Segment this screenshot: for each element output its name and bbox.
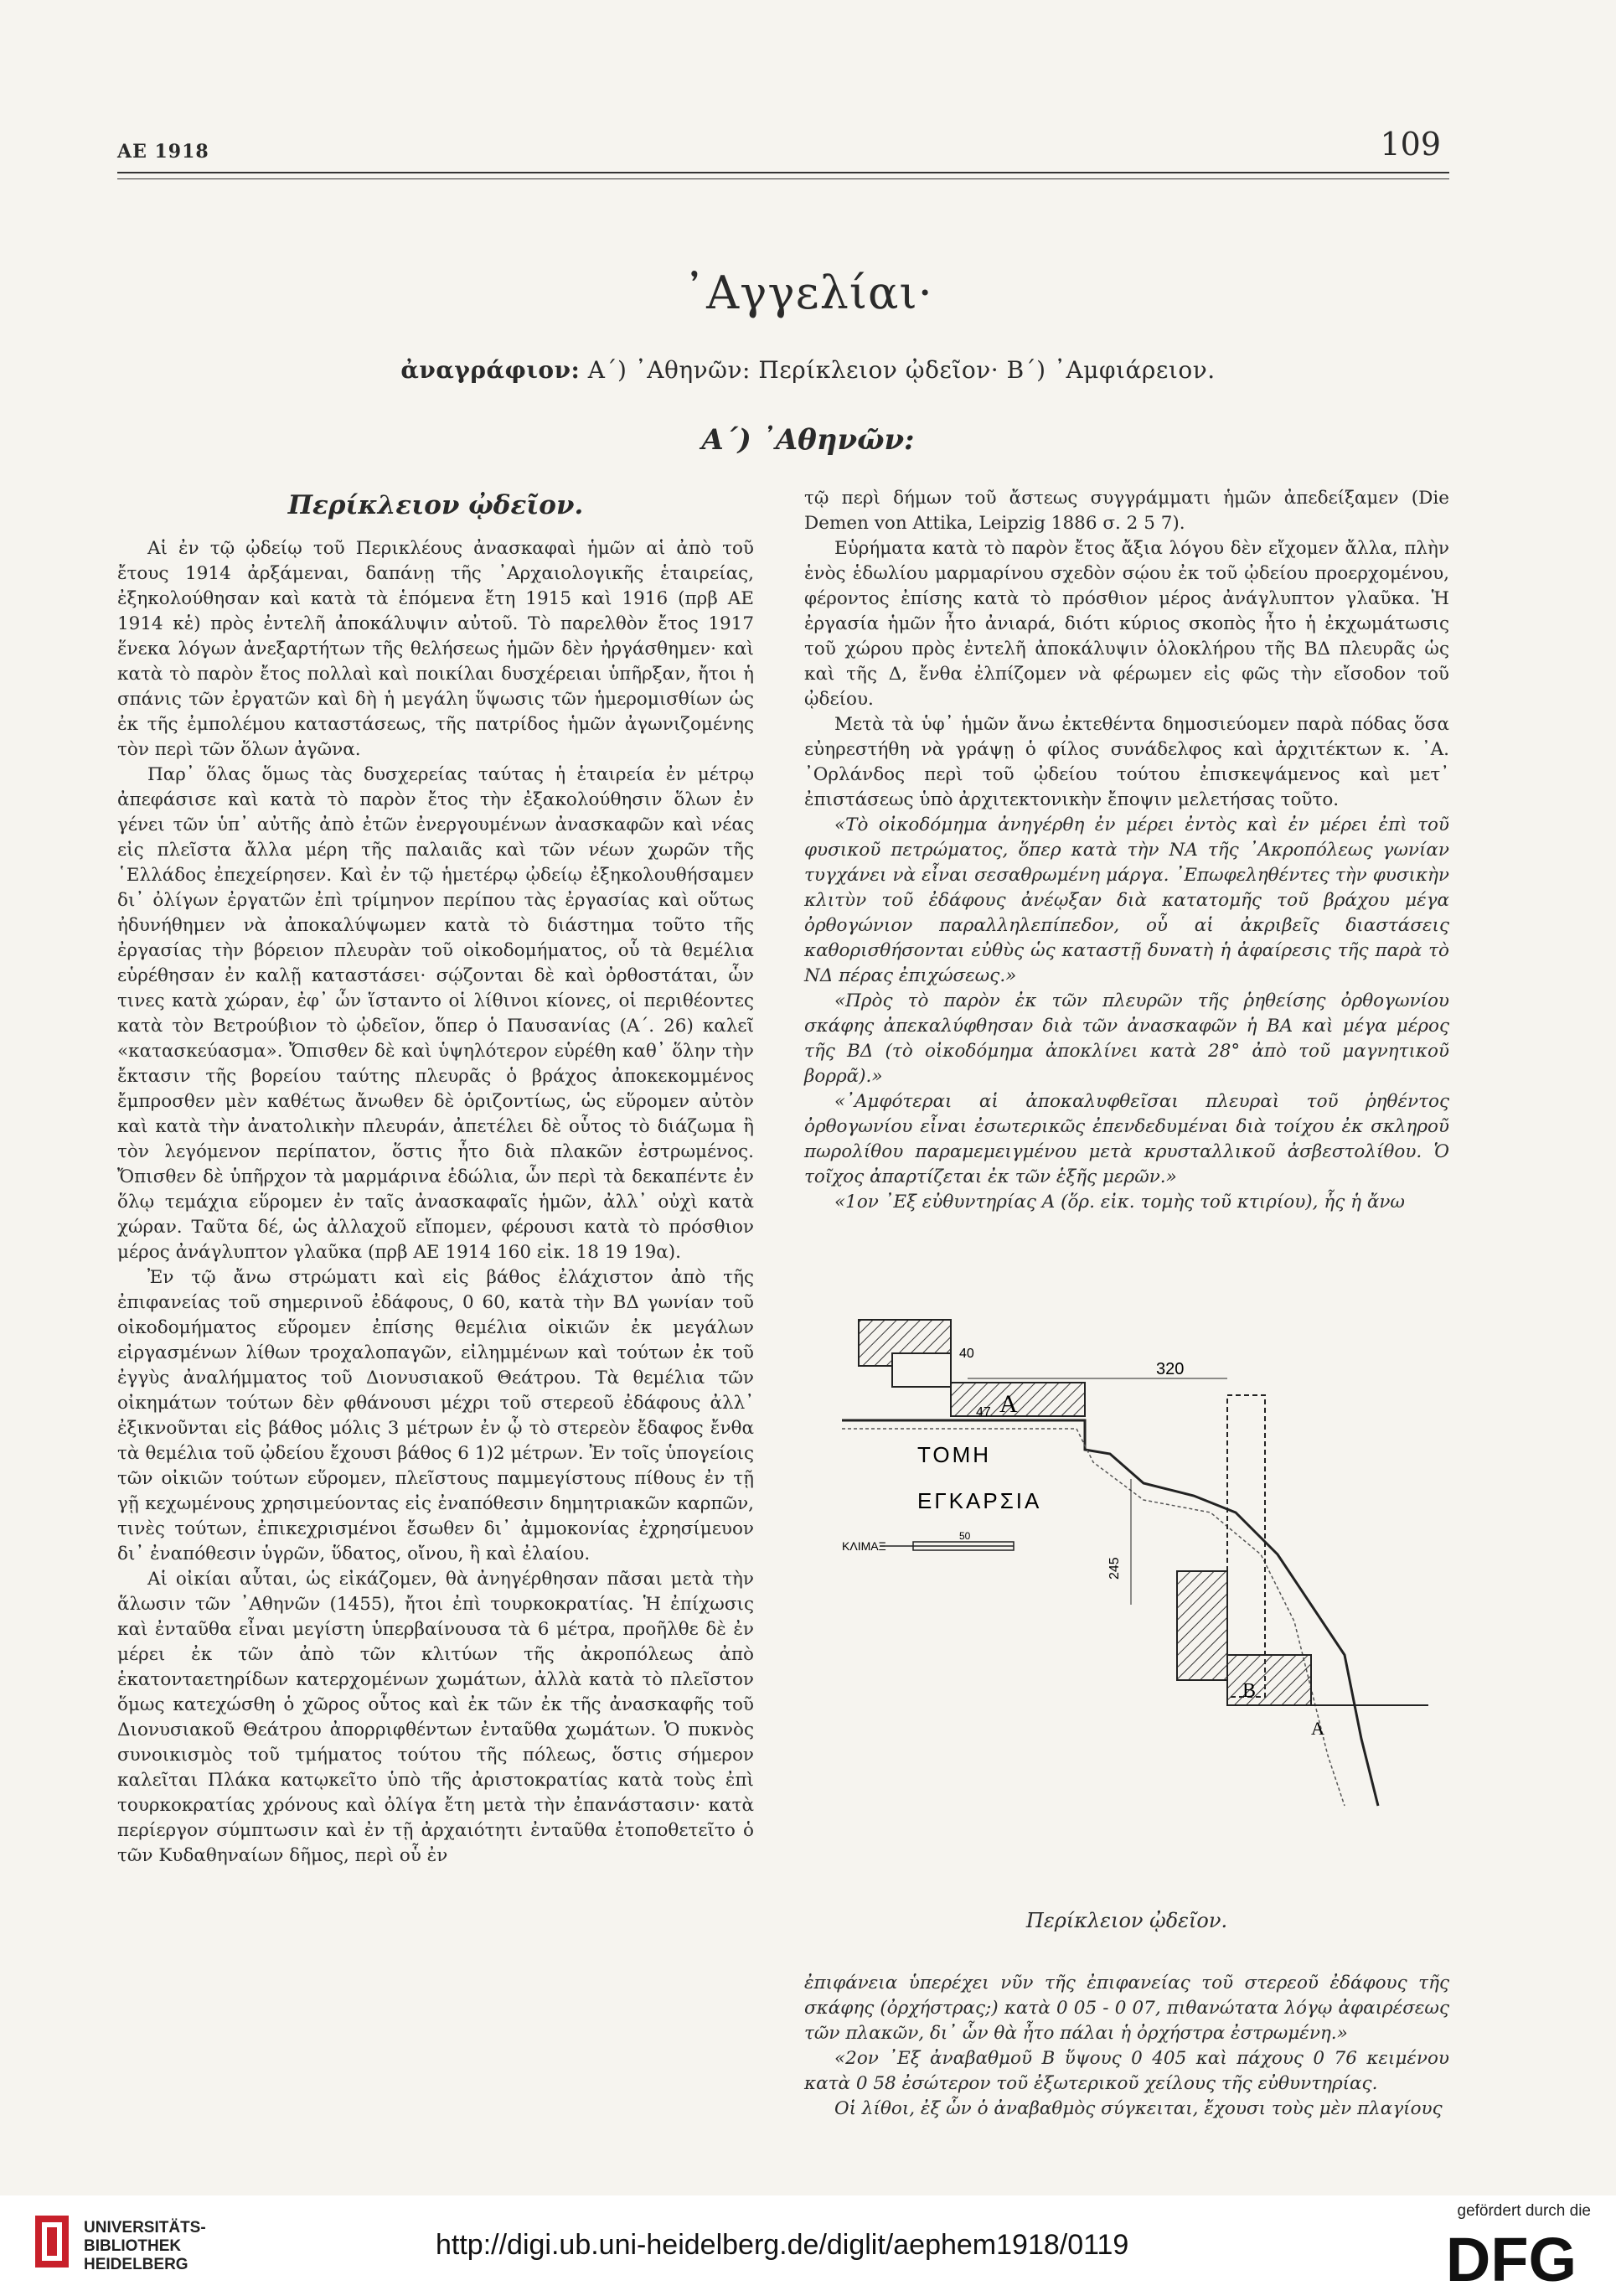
subtitle-text: Α΄) ᾿Αθηνῶν: Περίκλειον ᾠδεῖον· Β΄) ᾿Αμφιάρειον. bbox=[587, 356, 1216, 384]
footer-bar bbox=[0, 2195, 1616, 2296]
paragraph: Εὑρήματα κατὰ τὸ παρὸν ἔτος ἄξια λόγου δὲν εἴχομεν ἄλλα, πλὴν ἑνὸς ἑδωλίου μαρμαρίνου σχεδὸν σῴου ἐκ τοῦ ᾠδείου προερχομένου, φέροντος ἐπίσης κατὰ τὸ πρόσθιον μέρος ἀνάγλυπτον γλαῦκα. Ἡ ἐργασία ἡμῶν ἦτο ἀνιαρά, διότι κύριος σκοπὸς ἦτο ἡ ἐκχωμάτωσις τοῦ χώρου πρὸς ἐντελῆ ἀποκάλυψιν ὁλοκλήρου τῆς ΒΔ πλευρᾶς ὡς καὶ τῆς Δ, ἔνθα ἐλπίζομεν νὰ φέρωμεν εἰς φῶς τὴν εἴσοδον τοῦ ᾠδείου. bbox=[804, 538, 1449, 710]
page-title: ᾿Αγγελίαι· bbox=[683, 266, 933, 319]
paragraph: τῷ περὶ δήμων τοῦ ἄστεως συγγράμματι ἡμῶν ἀπεδείξαμεν (Die Demen von Attika, Leipzig 1886 σ. 2 5 7). bbox=[804, 488, 1449, 534]
scale-50: 50 bbox=[959, 1530, 971, 1542]
paragraph: «2ον ᾿Εξ ἀναβαθμοῦ Β ὕψους 0 405 καὶ πάχους 0 76 κειμένου κατὰ 0 58 ἐσώτερον τοῦ ἐξωτερικοῦ χείλους τῆς εὐθυντηρίας. bbox=[804, 2048, 1449, 2094]
university-logo-icon bbox=[32, 2212, 72, 2271]
running-head bbox=[117, 126, 1441, 176]
dim-320: 320 bbox=[1156, 1360, 1185, 1378]
paragraph: Αἱ ἐν τῷ ᾠδείῳ τοῦ Περικλέους ἀνασκαφαὶ ἡμῶν αἱ ἀπὸ τοῦ ἔτους 1914 ἀρξάμεναι, δαπάνῃ τῆς ᾿Αρχαιολογικῆς ἑταιρείας, ἐξηκολούθησαν καὶ κατὰ τὰ ἑπόμενα ἔτη 1915 καὶ 1916 (πρβ ΑΕ 1914 κἑ) πρὸς ἐντελῆ ἀποκάλυψιν αὐτοῦ. Τὸ παρελθὸν ἔτος 1917 ἕνεκα λόγων ἀνεξαρτήτων τῆς θελήσεως ἡμῶν δὲν ἠργάσθημεν· καὶ κατὰ τὸ παρὸν ἔτος πολλαὶ καὶ ποικίλαι δυσχέρειαι ὑπῆρξαν, ἤτοι ἡ σπάνις τῶν ἐργατῶν καὶ δὴ ἡ μεγάλη ὕψωσις τῶν ἡμερομισθίων ὡς ἐκ τῆς ἐμπολέμου καταστάσεως, τῆς πατρίδος ἡμῶν ἀγωνιζομένης τὸν περὶ τῶν ὅλων ἀγῶνα. bbox=[117, 538, 754, 760]
paragraph: Οἱ λίθοι, ἐξ ὧν ὁ ἀναβαθμὸς σύγκειται, ἔχουσι τοὺς μὲν πλαγίους bbox=[834, 2098, 1443, 2119]
label-B: Β bbox=[1242, 1680, 1257, 1702]
paragraph: ἐπιφάνεια ὑπερέχει νῦν τῆς ἐπιφανείας τοῦ στερεοῦ ἐδάφους τῆς σκάφης (ὀρχήστρας;) κατὰ 0 05 - 0 07, πιθανώτατα λόγῳ ἀφαιρέσεως τῶν πλακῶν, δι᾿ ὧν θὰ ἦτο πάλαι ἡ ὀρχήστρα ἐστρωμένη.» bbox=[804, 1973, 1449, 2044]
dim-40: 40 bbox=[959, 1347, 974, 1361]
label-scale: ΚΛΙΜΑΞ bbox=[842, 1539, 886, 1553]
label-direction: ΕΓΚΑΡΣΙΑ bbox=[917, 1488, 1042, 1513]
section-heading: Α΄) ᾿Αθηνῶν: bbox=[701, 423, 915, 457]
cross-section-figure bbox=[842, 1303, 1445, 1885]
quote-paragraph: «᾿Αμφότεραι αἱ ἀποκαλυφθεῖσαι πλευραὶ τοῦ ῥηθέντος ὀρθογωνίου εἶναι ἐσωτερικῶς ἐπενδεδυμέναι διὰ τοίχου ἐκ σκληροῦ πωρολίθου παραμεμειγμένου μετὰ κρυσταλλικοῦ ἀσβεστολίθου. Ὁ τοῖχος ἀπαρτίζεται ἐκ τῶν ἑξῆς μερῶν.» bbox=[804, 1091, 1449, 1187]
step-block bbox=[892, 1353, 951, 1387]
left-column bbox=[117, 486, 754, 1869]
library-name bbox=[84, 2219, 206, 2274]
dim-47: 47 bbox=[976, 1405, 991, 1419]
label-A-lower: Α bbox=[1311, 1718, 1324, 1739]
right-column-continued bbox=[804, 1971, 1449, 2122]
vertical-wall bbox=[1227, 1395, 1265, 1697]
header-rule bbox=[117, 172, 1449, 173]
label-section: ΤΟΜΗ bbox=[917, 1442, 992, 1467]
quote-paragraph: «Πρὸς τὸ παρὸν ἐκ τῶν πλευρῶν τῆς ῥηθείσης ὀρθογωνίου σκάφης ἀπεκαλύφθησαν διὰ τῶν ἀνασκαφῶν ἡ ΒΑ καὶ μέγα μέρος τῆς ΒΔ (τὸ οἰκοδόμημα ἀποκλίνει κατὰ 28° ἀπὸ τοῦ μαγνητικοῦ βορρᾶ).» bbox=[804, 990, 1449, 1087]
figure-caption: Περίκλειον ᾠδεῖον. bbox=[1025, 1909, 1228, 1932]
dfg-logo-text: DFG bbox=[1445, 2226, 1577, 2288]
journal-year: ΑΕ 1918 bbox=[117, 141, 209, 163]
foundation-block bbox=[951, 1383, 1085, 1416]
page-number: 109 bbox=[1380, 126, 1441, 163]
paragraph: Αἱ οἰκίαι αὗται, ὡς εἰκάζομεν, θὰ ἀνηγέρθησαν πᾶσαι μετὰ τὴν ἅλωσιν τῶν ᾿Αθηνῶν (1455), ἤτοι ἐπὶ τουρκοκρατίας. Ἡ ἐπίχωσις καὶ ἐνταῦθα εἶναι μεγίστη ὑπερβαίνουσα τὰ 6 μέτρα, προῆλθε δὲ ἐν μέρει ἐκ τῶν ἀπὸ τῶν κλιτύων τῆς ἀκροπόλεως ἀπὸ ἑκατονταετηρίδων κατερχομένων χωμάτων, ἀλλὰ κατὰ τὸ πλεῖστον ὅμως κατεχώσθη ὁ χῶρος οὗτος καὶ ἐκ τῶν ἐκ τῆς ἀνασκαφῆς τοῦ Διονυσιακοῦ Θεάτρου ἀπορριφθέντων ἐνταῦθα χωμάτων. Ὁ πυκνὸς συνοικισμὸς τοῦ τμήματος τούτου τῆς πόλεως, ὅστις σήμερον καλεῖται Πλάκα κατῳκεῖτο ὑπὸ τῆς ἀριστοκρατίας κατὰ τοὺς ἐπὶ τουρκοκρατίας χρόνους καὶ ὀλίγα ἔτη μετὰ τὴν ἐπανάστασιν· κατὰ περίεργον σύμπτωσιν καὶ ἐν τῇ ἀρχαιότητι ἐνταῦθα ἐτοποθετεῖτο ὁ τῶν Κυδαθηναίων δῆμος, περὶ οὗ ἐν bbox=[117, 1569, 754, 1866]
lower-euthynteria bbox=[1177, 1571, 1227, 1680]
left-column-heading: Περίκλειον ᾠδεῖον. bbox=[287, 490, 584, 520]
paragraph: Μετὰ τὰ ὑφ᾿ ἡμῶν ἄνω ἐκτεθέντα δημοσιεύομεν παρὰ πόδας ὅσα εὐηρεστήθη νὰ γράψῃ ὁ φίλος συνάδελφος καὶ ἀρχιτέκτων κ. ᾿Α. ᾿Ορλάνδος περὶ τοῦ ᾠδείου τούτου ἐπισκεψάμενος καὶ μετ᾿ ἐπιστάσεως ὑπὸ ἀρχιτεκτονικὴν ἔποψιν μελετήσας τοῦτο. bbox=[804, 714, 1449, 810]
paragraph: Παρ᾿ ὅλας ὅμως τὰς δυσχερείας ταύτας ἡ ἑταιρεία ἐν μέτρῳ ἀπεφάσισε καὶ κατὰ τὸ παρὸν ἔτος τὴν ἐξακολούθησιν ὅλων ἐν γένει τῶν ὑπ᾿ αὐτῆς ἀπὸ ἐτῶν ἐνεργουμένων ἀνασκαφῶν καὶ νέας εἰς πλεῖστα ἄλλα μέρη τῆς παλαιᾶς καὶ τῶν νέων χωρῶν τῆς ῾Ελλάδος ἐπεχείρησεν. Καὶ ἐν τῷ ἡμετέρῳ ᾠδείῳ ἐξηκολουθήσαμεν δι᾿ ὀλίγων ἐργατῶν ἐπὶ τρίμηνον περίπου τὰς ἐργασίας καὶ οὕτως ἠδυνήθημεν νὰ ἀποκαλύψωμεν κατὰ τὸ διάστημα τοῦτο τῆς ἐργασίας τὴν βόρειον πλευρὰν τοῦ οἰκοδομήματος, οὗ τὰ θεμέλια εὑρέθησαν ἐν καλῇ καταστάσει· σῴζονται δὲ καὶ ὀρθοστάται, ὧν τινες κατὰ χώραν, ἐφ᾿ ὧν ἵσταντο οἱ λίθινοι κίονες, οἱ περιθέοντες κατὰ τὸν Βετρούβιον τὸ ᾠδεῖον, ὅπερ ὁ Παυσανίας (Α΄. 26) καλεῖ «κατασκεύασμα». Ὄπισθεν δὲ καὶ ὑψηλότερον εὑρέθη καθ᾿ ὅλην τὴν ἔκτασιν τῆς βορείου ταύτης πλευρᾶς ὁ βράχος ἀποκεκομμένος ἔμπροσθεν μὲν καθέτως ἄνωθεν δὲ ὁριζοντίως, ὡς εὕρομεν αὐτὸν καὶ κατὰ τὴν ἀνατολικὴν πλευράν, ἀπετέλει δὲ οὗτος τὸ διάζωμα ἢ τὸν λεγόμενον περίπατον, ὅστις ἦτο διὰ πλακῶν ἐστρωμένος. Ὄπισθεν δὲ ὑπῆρχον τὰ μαρμάρινα ἑδώλια, ὧν περὶ τὰ δεκαπέντε ἐν ὅλῳ τεμάχια εὕρομεν ἐν ταῖς ἀνασκαφαῖς ἡμῶν, ἀλλ᾿ οὐχὶ κατὰ χώραν. Ταῦτα δέ, ὡς ἀλλαχοῦ εἴπομεν, φέρουσι κατὰ τὸ πρόσθιον μέρος ἀνάγλυπτον γλαῦκα (πρβ ΑΕ 1914 160 εἰκ. 18 19 19α). bbox=[117, 764, 754, 1263]
library-line: UNIVERSITÄTS- bbox=[84, 2219, 206, 2237]
lower-step-B bbox=[1227, 1655, 1311, 1705]
right-column bbox=[804, 486, 1449, 1215]
rock-profile bbox=[842, 1420, 1378, 1806]
dfg-logo-icon bbox=[1432, 2226, 1591, 2288]
quote-paragraph: «Τὸ οἰκοδόμημα ἀνηγέρθη ἐν μέρει ἐντὸς καὶ ἐν μέρει ἐπὶ τοῦ φυσικοῦ πετρώματος, ὅπερ κατὰ τὴν ΝΑ τῆς ᾿Ακροπόλεως γωνίαν τυγχάνει νὰ εἶναι σεσαθρωμένη μάργα. ᾿Επωφεληθέντες τὴν φυσικὴν κλιτὺν τοῦ ἐδάφους ἀνέῳξαν διὰ κατατομῆς τοῦ βράχου μέγα ὀρθογώνιον παραλληλεπίπεδον, οὗ αἱ ἀκριβεῖς διαστάσεις καθορισθήσονται εὐθὺς ὡς καταστῇ δυνατὴ ἡ ἀφαίρεσις τῆς παρὰ τὸ ΝΔ πέρας ἐπιχώσεως.» bbox=[804, 814, 1449, 986]
subtitle-lead: ἀναγράφιον: bbox=[400, 356, 581, 384]
source-url[interactable]: http://digi.ub.uni-heidelberg.de/diglit/aephem1918/0119 bbox=[436, 2229, 1129, 2261]
label-A: Α bbox=[999, 1390, 1018, 1418]
paragraph: Ἐν τῷ ἄνω στρώματι καὶ εἰς βάθος ἐλάχιστον ἀπὸ τῆς ἐπιφανείας τοῦ σημερινοῦ ἐδάφους, 0 60, κατὰ τὴν ΒΔ γωνίαν τοῦ οἰκοδομήματος εὕρομεν ἐπίσης θεμέλια οἰκιῶν ἐκ μεγάλων εἰργασμένων λίθων τροχαλοπαγῶν, εἰλημμένων καὶ τούτων ἐκ τοῦ ἐγγὺς ἀναλήμματος τοῦ Διονυσιακοῦ Θεάτρου. Τὰ θεμέλια τῶν οἰκημάτων τούτων δὲν φθάνουσι μέχρι τοῦ στερεοῦ ἐδάφους ἀλλ᾿ ἐξικνοῦνται εἰς βάθος μόλις 3 μέτρων ἐν ᾧ τὸ στερεὸν ἔδαφος ἔνθα τὰ θεμέλια τοῦ ᾠδείου ἔχουσι βάθος 6 1)2 μέτρων. Ἐν τοῖς ὑπογείοις τῶν οἰκιῶν τούτων εὕρομεν, πλεῖστους παμμεγίστους πίθους ἐν τῇ γῇ κεχωμένους χρησιμεύοντας εἰς ἐναπόθεσιν δημητριακῶν καρπῶν, τινὲς τούτων, ἐπικεχρισμένοι ἔσωθεν δι᾿ ἀμμοκονίας ἐχρησίμευον δι᾿ ἐναπόθεσιν ὑγρῶν, ὕδατος, οἴνου, ἢ καὶ ἐλαίου. bbox=[117, 1267, 754, 1564]
quote-paragraph: «1ον ᾿Εξ εὐθυντηρίας Α (ὅρ. εἰκ. τομὴς τοῦ κτιρίου), ἧς ἡ ἄνω bbox=[834, 1192, 1405, 1213]
dim-245: 245 bbox=[1107, 1557, 1122, 1580]
cross-section-drawing bbox=[842, 1303, 1445, 1885]
library-line: HEIDELBERG bbox=[84, 2256, 188, 2273]
page-subtitle bbox=[0, 356, 1616, 384]
header-rule-thin bbox=[117, 178, 1449, 179]
funder-label: gefördert durch die bbox=[1457, 2202, 1591, 2220]
library-line: BIBLIOTHEK bbox=[84, 2237, 182, 2255]
rock-profile-lower bbox=[842, 1429, 1345, 1806]
